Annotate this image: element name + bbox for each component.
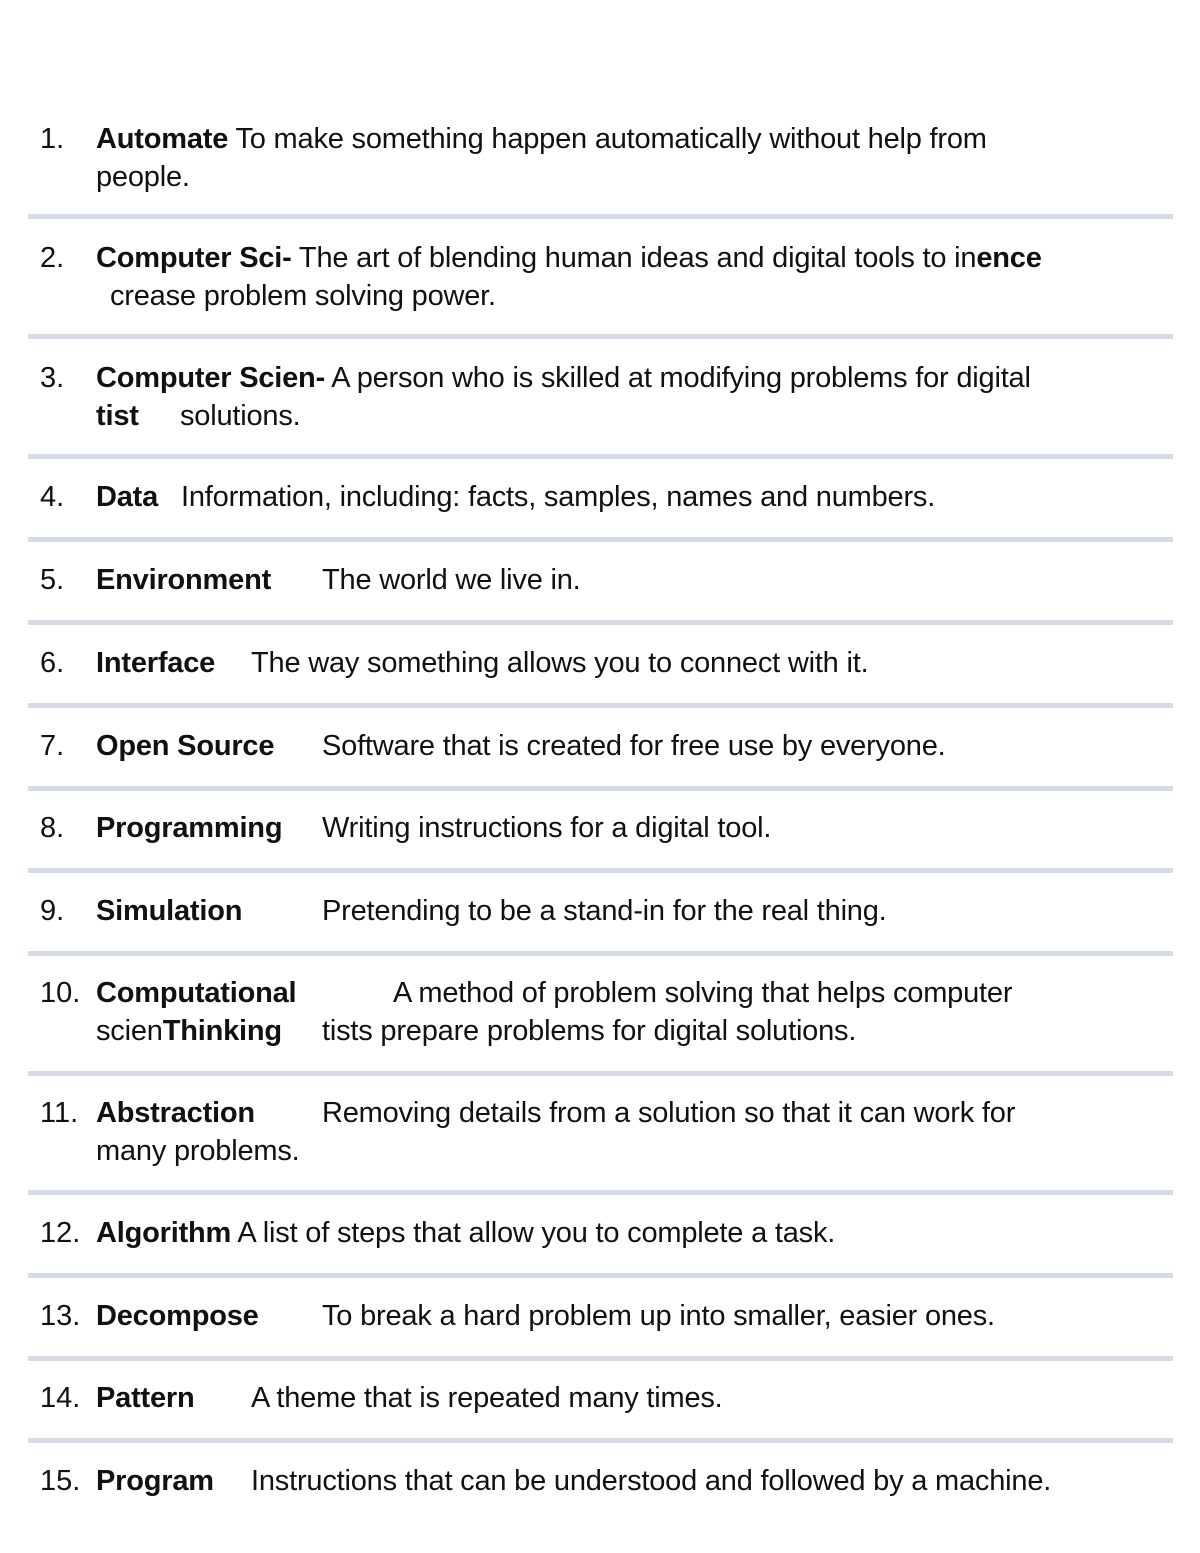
term: Programming [96,812,283,844]
term: Simulation [96,895,243,927]
term: Automate [96,123,229,155]
item-number: 1. [40,123,65,155]
item-number: 7. [40,730,65,762]
definition-continued: tists prepare problems for digital solutions. [322,1015,857,1047]
item-number: 3. [40,362,65,394]
term-continued: Thinking [162,1015,282,1047]
definition: To break a hard problem up into smaller, easier ones. [322,1300,995,1332]
definition: A person who is skilled at modifying problems for digital [325,362,1031,394]
definition-continued: people. [96,161,190,193]
item-number: 2. [40,242,65,274]
item-number: 9. [40,895,65,927]
definition: Pretending to be a stand-in for the real thing. [322,895,887,927]
term: Decompose [96,1300,259,1332]
divider [28,1273,1173,1278]
divider [28,786,1173,791]
definition: The way something allows you to connect with it. [251,647,869,679]
divider [28,537,1173,542]
term: Open Source [96,730,275,762]
item-number: 6. [40,647,65,679]
definition-prefix: scien [96,1015,163,1047]
item-number: 11. [40,1097,79,1129]
divider [28,951,1173,956]
divider [28,1190,1173,1195]
item-number: 8. [40,812,65,844]
divider [28,334,1173,339]
term: Computer Scien- [96,362,326,394]
divider [28,868,1173,873]
definition: A theme that is repeated many times. [251,1382,723,1414]
divider [28,1356,1173,1361]
definition: Removing details from a solution so that it can work for [322,1097,1016,1129]
term: Environment [96,564,272,596]
term: Program [96,1465,214,1497]
term: Pattern [96,1382,195,1414]
definition: Instructions that can be understood and followed by a machine. [251,1465,1052,1497]
definition: The art of blending human ideas and digital tools to in [291,242,977,274]
term: Abstraction [96,1097,255,1129]
item-number: 14. [40,1382,81,1414]
definition: To make something happen automatically without help from [228,123,987,155]
term: Interface [96,647,216,679]
definition: Writing instructions for a digital tool. [322,812,772,844]
divider [28,1438,1173,1443]
divider [28,454,1173,459]
definition: Software that is created for free use by everyone. [322,730,946,762]
definition: A list of steps that allow you to complete a task. [231,1217,836,1249]
definition: The world we live in. [322,564,581,596]
term: Algorithm [96,1217,232,1249]
term: Computer Sci- [96,242,292,274]
definition-continued: crease problem solving power. [110,280,496,312]
item-number: 10. [40,977,81,1009]
item-number: 12. [40,1217,81,1249]
divider [28,620,1173,625]
term: Computational [96,977,297,1009]
definition: Information, including: facts, samples, names and numbers. [181,481,936,513]
divider [28,214,1173,219]
divider [28,1071,1173,1076]
item-number: 15. [40,1465,81,1497]
definition: A method of problem solving that helps computer [393,977,1013,1009]
term-continued: tist [96,400,139,432]
term-continued: ence [976,242,1042,274]
definition-continued: solutions. [180,400,301,432]
item-number: 4. [40,481,65,513]
divider [28,703,1173,708]
item-number: 13. [40,1300,81,1332]
term: Data [96,481,159,513]
definition-continued: many problems. [96,1135,300,1167]
item-number: 5. [40,564,65,596]
